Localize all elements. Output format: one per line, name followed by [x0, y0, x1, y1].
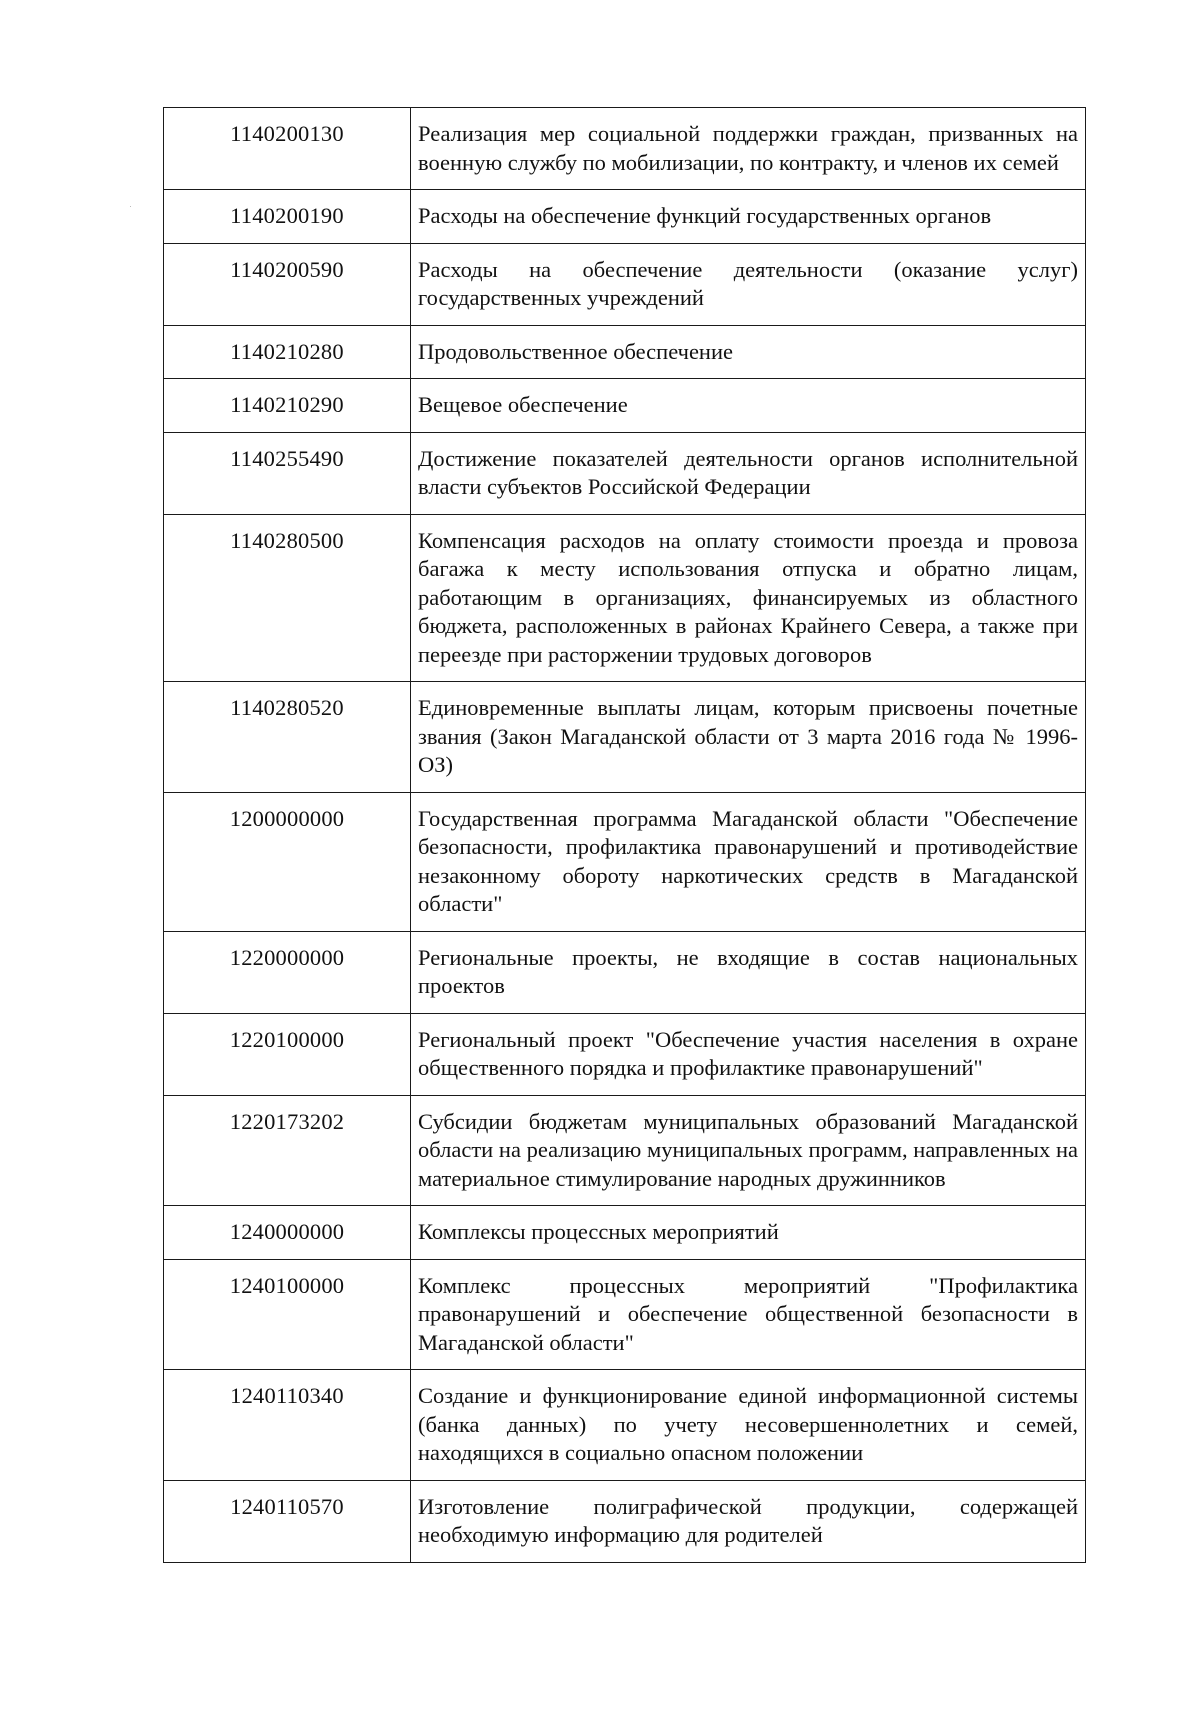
code-cell: 1140280500	[164, 514, 411, 682]
description-cell: Продовольственное обеспечение	[411, 325, 1086, 379]
table-row	[164, 1206, 1086, 1260]
code-cell: 1140210290	[164, 379, 411, 433]
description-cell: Субсидии бюджетам муниципальных образований Магаданской области на реализацию муниципальных программ, направленных на материальное стимулирование народных дружинников	[411, 1095, 1086, 1206]
description-cell: Создание и функционирование единой информационной системы (банка данных) по учету несовершеннолетних и семей, находящихся в социально опасном положении	[411, 1370, 1086, 1481]
table-row	[164, 243, 1086, 325]
scan-speck	[130, 206, 131, 207]
table-row	[164, 792, 1086, 931]
description-cell: Государственная программа Магаданской области "Обеспечение безопасности, профилактика правонарушений и противодействие незаконному обороту наркотических средств в Магаданской области"	[411, 792, 1086, 931]
code-cell: 1140255490	[164, 432, 411, 514]
description-cell: Компенсация расходов на оплату стоимости проезда и провоза багажа к месту использования отпуска и обратно лицам, работающим в организациях, финансируемых из областного бюджета, расположенных в районах Крайнего Севера, а также при переезде при расторжении трудовых договоров	[411, 514, 1086, 682]
description-cell: Расходы на обеспечение деятельности (оказание услуг) государственных учреждений	[411, 243, 1086, 325]
table-row	[164, 514, 1086, 682]
table-row	[164, 108, 1086, 190]
table-row	[164, 1259, 1086, 1370]
table-row	[164, 931, 1086, 1013]
table-row	[164, 190, 1086, 244]
code-cell: 1140200590	[164, 243, 411, 325]
description-cell: Достижение показателей деятельности органов исполнительной власти субъектов Российской Федерации	[411, 432, 1086, 514]
code-cell: 1140210280	[164, 325, 411, 379]
table-row	[164, 325, 1086, 379]
code-cell: 1220100000	[164, 1013, 411, 1095]
budget-codes-table	[163, 107, 1086, 1563]
description-cell: Расходы на обеспечение функций государственных органов	[411, 190, 1086, 244]
code-cell: 1240000000	[164, 1206, 411, 1260]
description-cell: Комплекс процессных мероприятий "Профилактика правонарушений и обеспечение общественной безопасности в Магаданской области"	[411, 1259, 1086, 1370]
description-cell: Региональные проекты, не входящие в состав национальных проектов	[411, 931, 1086, 1013]
description-cell: Комплексы процессных мероприятий	[411, 1206, 1086, 1260]
table-row	[164, 1095, 1086, 1206]
description-cell: Реализация мер социальной поддержки граждан, призванных на военную службу по мобилизации, по контракту, и членов их семей	[411, 108, 1086, 190]
code-cell: 1220173202	[164, 1095, 411, 1206]
code-cell: 1140280520	[164, 682, 411, 793]
table-row	[164, 1013, 1086, 1095]
table-row	[164, 379, 1086, 433]
code-cell: 1140200130	[164, 108, 411, 190]
table-row	[164, 1480, 1086, 1562]
code-cell: 1240100000	[164, 1259, 411, 1370]
table-row	[164, 1370, 1086, 1481]
table-row	[164, 432, 1086, 514]
table-row	[164, 682, 1086, 793]
description-cell: Единовременные выплаты лицам, которым присвоены почетные звания (Закон Магаданской области от 3 марта 2016 года № 1996-ОЗ)	[411, 682, 1086, 793]
code-cell: 1240110570	[164, 1480, 411, 1562]
description-cell: Вещевое обеспечение	[411, 379, 1086, 433]
description-cell: Региональный проект "Обеспечение участия населения в охране общественного порядка и профилактике правонарушений"	[411, 1013, 1086, 1095]
code-cell: 1140200190	[164, 190, 411, 244]
code-cell: 1200000000	[164, 792, 411, 931]
code-cell: 1240110340	[164, 1370, 411, 1481]
code-cell: 1220000000	[164, 931, 411, 1013]
description-cell: Изготовление полиграфической продукции, содержащей необходимую информацию для родителей	[411, 1480, 1086, 1562]
